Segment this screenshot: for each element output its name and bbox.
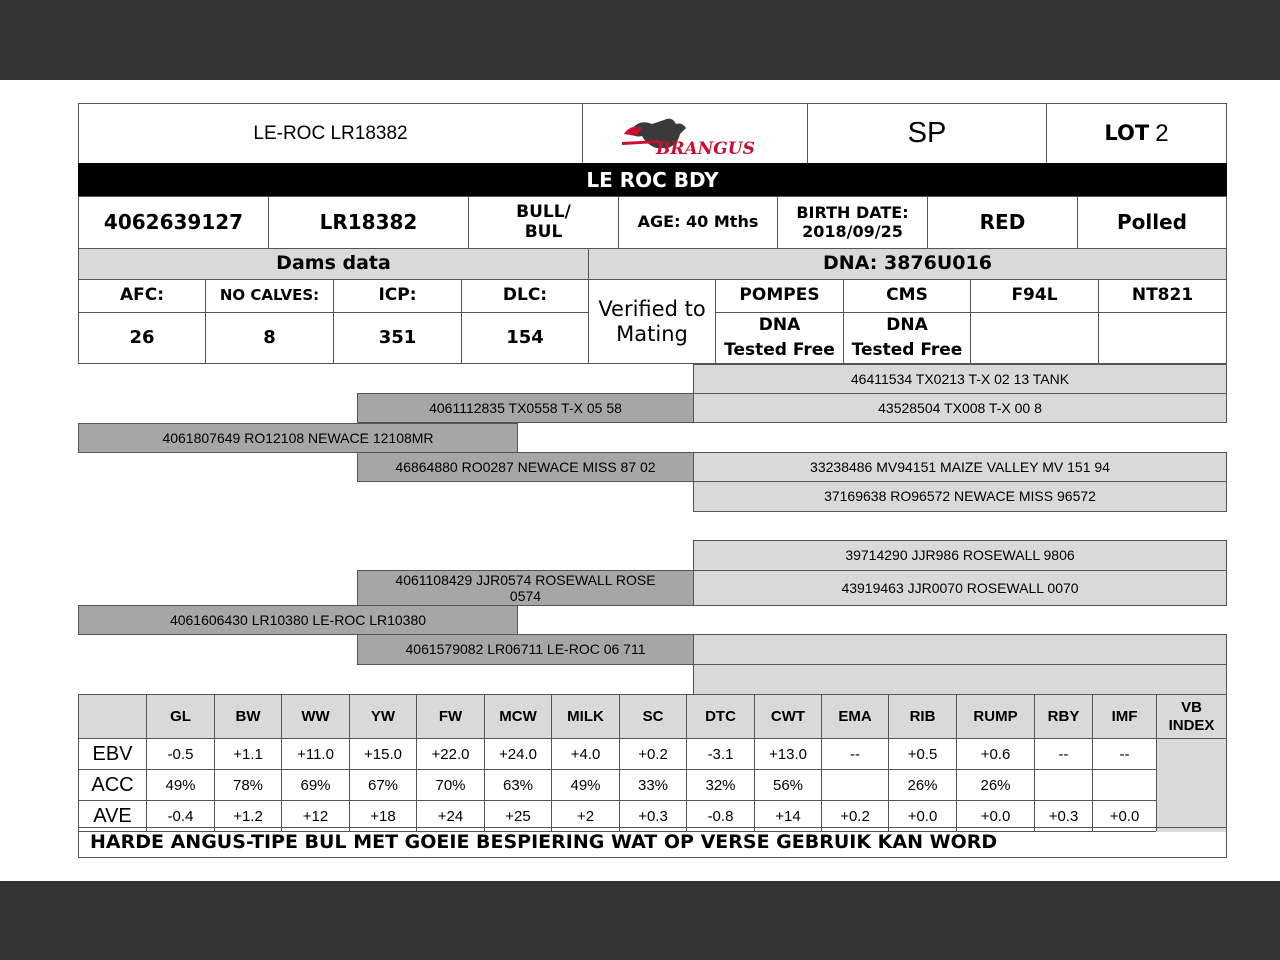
ave-cell: +14 <box>755 801 822 832</box>
ebv-cell: -- <box>822 739 889 770</box>
col-header: DTC <box>687 695 755 739</box>
ebv-header-row <box>79 695 1227 739</box>
pedigree-dam-sire: 4061108429 JJR0574 ROSEWALL ROSE 0574 <box>357 570 694 606</box>
pedigree-dam: 4061606430 LR10380 LE-ROC LR10380 <box>78 605 518 635</box>
ave-cell: -0.8 <box>687 801 755 832</box>
ebv-cell: +4.0 <box>552 739 620 770</box>
ebv-cell: +0.6 <box>957 739 1035 770</box>
col-header: IMF <box>1093 695 1157 739</box>
dna-test-name-cms: CMS <box>843 279 971 313</box>
verified-line1: Verified to <box>598 297 706 322</box>
ave-cell: +0.0 <box>957 801 1035 832</box>
sex <box>468 196 619 249</box>
ebv-cell: +13.0 <box>755 739 822 770</box>
acc-cell: 70% <box>417 770 485 801</box>
comment: HARDE ANGUS-TIPE BUL MET GOEIE BESPIERING WAT OP VERSE GEBRUIK KAN WORD <box>78 827 1227 858</box>
col-header: RUMP <box>957 695 1035 739</box>
cms-result-line1: DNA <box>886 314 928 335</box>
pedigree-dss: 39714290 JJR986 ROSEWALL 9806 <box>693 540 1227 571</box>
dna-test-name-f94l: F94L <box>970 279 1099 313</box>
col-header: RBY <box>1035 695 1093 739</box>
ebv-cell: +11.0 <box>282 739 350 770</box>
age: AGE: 40 Mths <box>618 196 778 249</box>
ebv-row <box>79 739 1227 770</box>
dams-header-icp: ICP: <box>333 279 462 313</box>
ebv-table <box>78 694 1227 832</box>
ave-cell: -0.4 <box>147 801 215 832</box>
acc-cell: 69% <box>282 770 350 801</box>
acc-cell: 32% <box>687 770 755 801</box>
lot-label-text: LOT <box>1104 121 1150 146</box>
ebv-cell: -- <box>1035 739 1093 770</box>
ebv-cell: -- <box>1093 739 1157 770</box>
birth-date <box>777 196 928 249</box>
dams-header-afc: AFC: <box>78 279 206 313</box>
acc-row <box>79 770 1227 801</box>
bottom-band <box>0 881 1280 960</box>
vb-index-value <box>1157 739 1227 832</box>
row-label: AVE <box>79 801 147 832</box>
dna-test-result-nt821 <box>1098 312 1227 364</box>
col-header: MILK <box>552 695 620 739</box>
birth-date-value: 2018/09/25 <box>802 221 903 241</box>
registration-name: LE-ROC LR18382 <box>78 103 583 164</box>
ave-cell: +2 <box>552 801 620 832</box>
verified-to-mating <box>588 279 716 364</box>
cms-result-line2: Tested Free <box>851 340 963 360</box>
col-header: CWT <box>755 695 822 739</box>
pedigree-ddd <box>693 664 1227 695</box>
ave-cell: +1.2 <box>215 801 282 832</box>
dna-test-name-pompes: POMPES <box>715 279 844 313</box>
acc-cell: 63% <box>485 770 552 801</box>
dams-header-calves: NO CALVES: <box>205 279 334 313</box>
col-header: GL <box>147 695 215 739</box>
lot-label <box>1046 103 1227 164</box>
sp-badge: SP <box>807 103 1047 164</box>
dna-test-name-nt821: NT821 <box>1098 279 1227 313</box>
acc-cell: 67% <box>350 770 417 801</box>
pedigree-sire-dam: 46864880 RO0287 NEWACE MISS 87 02 <box>357 452 694 482</box>
acc-cell: 49% <box>147 770 215 801</box>
ave-cell: +25 <box>485 801 552 832</box>
bull-head-icon <box>620 110 770 158</box>
dna-title: DNA: 3876U016 <box>588 248 1227 280</box>
pompes-result-line1: DNA <box>758 314 801 335</box>
color: RED <box>927 196 1078 249</box>
ave-cell: +24 <box>417 801 485 832</box>
ave-cell: +0.2 <box>822 801 889 832</box>
pedigree-ssd: 43528504 TX008 T-X 00 8 <box>693 393 1227 423</box>
pompes-result-line2: Tested Free <box>724 340 835 360</box>
pedigree-dds <box>693 634 1227 665</box>
ebv-cell: +22.0 <box>417 739 485 770</box>
acc-cell <box>822 770 889 801</box>
acc-cell <box>1093 770 1157 801</box>
row-label: EBV <box>79 739 147 770</box>
vb-index-header <box>1157 695 1227 739</box>
ebv-cell: +1.1 <box>215 739 282 770</box>
acc-cell: 78% <box>215 770 282 801</box>
col-header: SC <box>620 695 687 739</box>
pedigree-dsd: 43919463 JJR0070 ROSEWALL 0070 <box>693 570 1227 606</box>
id-number: 4062639127 <box>78 196 269 249</box>
ebv-cell: -3.1 <box>687 739 755 770</box>
vb-line2: INDEX <box>1168 716 1215 734</box>
pedigree-sss: 46411534 TX0213 T-X 02 13 TANK <box>693 364 1227 394</box>
sex-line2: BUL <box>524 221 563 242</box>
col-header: YW <box>350 695 417 739</box>
acc-cell: 33% <box>620 770 687 801</box>
dams-header-dlc: DLC: <box>461 279 589 313</box>
col-header: RIB <box>889 695 957 739</box>
col-header: EMA <box>822 695 889 739</box>
reg-code: LR18382 <box>268 196 469 249</box>
lot-number: 2 <box>1155 119 1169 147</box>
pedigree-sire-sire: 4061112835 TX0558 T-X 05 58 <box>357 393 694 423</box>
pedigree-sire: 4061807649 RO12108 NEWACE 12108MR <box>78 423 518 453</box>
col-header: BW <box>215 695 282 739</box>
animal-name: LE ROC BDY <box>78 163 1227 197</box>
ave-cell: +0.3 <box>620 801 687 832</box>
ebv-corner <box>79 695 147 739</box>
acc-cell: 26% <box>889 770 957 801</box>
pedigree-sdd: 37169638 RO96572 NEWACE MISS 96572 <box>693 481 1227 512</box>
dna-test-result-f94l <box>970 312 1099 364</box>
ebv-cell: +24.0 <box>485 739 552 770</box>
row-label: ACC <box>79 770 147 801</box>
dna-test-result-pompes <box>715 312 844 364</box>
ebv-cell: +0.2 <box>620 739 687 770</box>
ave-cell: +0.0 <box>1093 801 1157 832</box>
dams-data-title: Dams data <box>78 248 589 280</box>
svg-text:BRANGUS: BRANGUS <box>656 138 755 158</box>
col-header: MCW <box>485 695 552 739</box>
acc-cell: 26% <box>957 770 1035 801</box>
ave-cell: +0.0 <box>889 801 957 832</box>
acc-cell: 56% <box>755 770 822 801</box>
col-header: WW <box>282 695 350 739</box>
ebv-cell: +0.5 <box>889 739 957 770</box>
dams-value-icp: 351 <box>333 312 462 364</box>
ebv-cell: +15.0 <box>350 739 417 770</box>
ave-cell: +0.3 <box>1035 801 1093 832</box>
sex-line1: BULL/ <box>516 201 571 222</box>
acc-cell <box>1035 770 1093 801</box>
ave-cell: +12 <box>282 801 350 832</box>
ebv-cell: -0.5 <box>147 739 215 770</box>
verified-line2: Mating <box>616 321 688 346</box>
horn-status: Polled <box>1077 196 1227 249</box>
brangus-logo <box>582 103 808 164</box>
birth-date-label: BIRTH DATE: <box>796 203 909 223</box>
pedigree-dam-dam: 4061579082 LR06711 LE-ROC 06 711 <box>357 634 694 665</box>
pedigree-sds: 33238486 MV94151 MAIZE VALLEY MV 151 94 <box>693 452 1227 482</box>
dams-value-dlc: 154 <box>461 312 589 364</box>
vb-line1: VB <box>1181 698 1202 716</box>
acc-cell: 49% <box>552 770 620 801</box>
dna-test-result-cms <box>843 312 971 364</box>
dams-value-afc: 26 <box>78 312 206 364</box>
dams-value-calves: 8 <box>205 312 334 364</box>
ave-cell: +18 <box>350 801 417 832</box>
top-band <box>0 0 1280 80</box>
col-header: FW <box>417 695 485 739</box>
